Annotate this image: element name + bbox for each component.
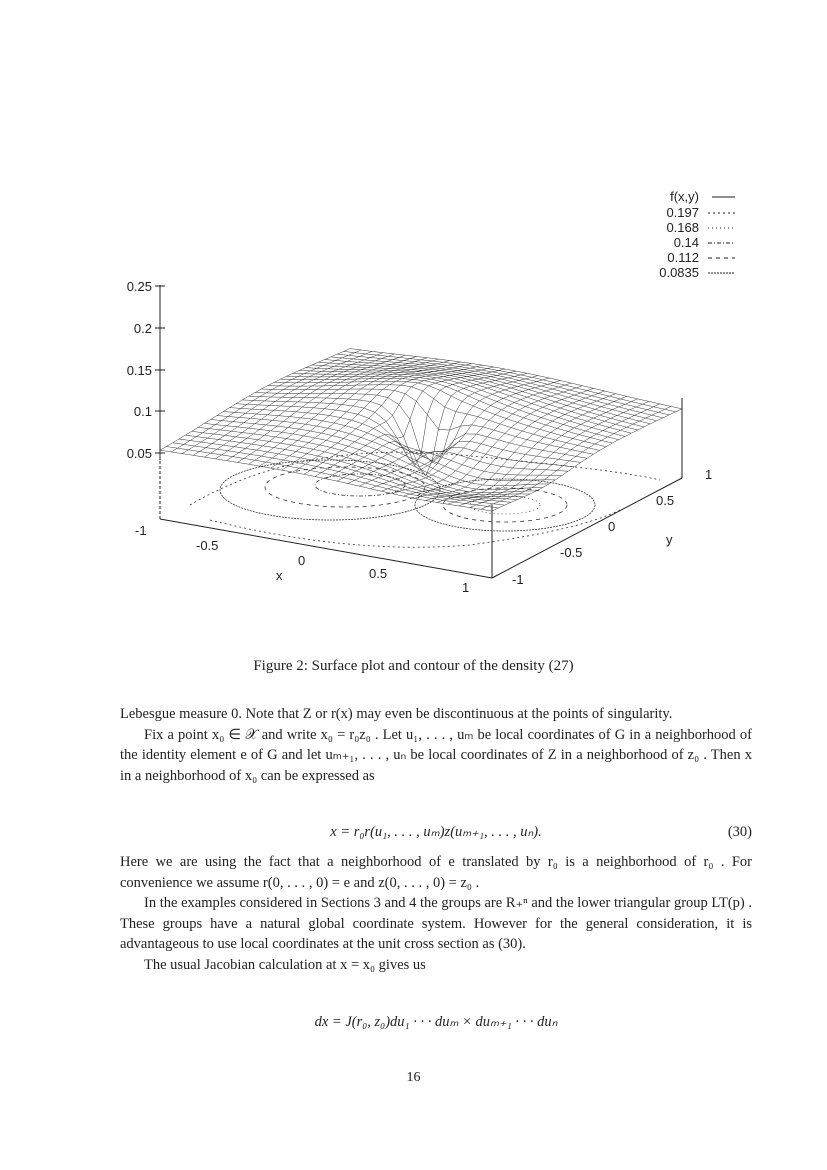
mesh-line-x-25 <box>437 396 627 502</box>
equation-30-number: (30) <box>727 824 752 840</box>
x-tick-neg05: -0.5 <box>196 538 219 553</box>
surface-mesh <box>160 349 682 512</box>
legend-entry-00835: 0.0835 <box>659 265 699 280</box>
mesh-line-y-28 <box>337 354 669 415</box>
x-axis <box>135 523 469 595</box>
mesh-line-y-4 <box>185 435 517 500</box>
legend-entry-0168: 0.168 <box>666 220 699 235</box>
equation-30-text: x = r₀r(u₁, . . . , uₘ)z(uₘ₊₁, . . . , uₙ). <box>330 824 542 840</box>
x-tick-05: 0.5 <box>369 566 388 581</box>
x-tick-1: 1 <box>462 580 470 595</box>
mesh-line-y-26 <box>325 360 657 421</box>
y-tick-neg05: -0.5 <box>560 545 583 560</box>
mesh-line-y-9 <box>217 416 549 486</box>
paragraph-5: The usual Jacobian calculation at x = x₀ gives us <box>144 956 426 973</box>
y-tick-1: 1 <box>705 467 713 482</box>
z-tick-025: 0.25 <box>126 279 152 294</box>
body-text-top <box>120 704 752 786</box>
mesh-line-x-16 <box>337 373 527 481</box>
figure-caption: Figure 2: Surface plot and contour of the density (27) <box>253 658 574 674</box>
paragraph-2: Fix a point x₀ ∈ 𝒳 and write x₀ = r₀z₀ . Let u₁, . . . , uₘ be local coordinates of G in a neighborhood of the identity element e of G and let uₘ₊₁, . . . , uₙ be local coordinates of Z in a neighborhood of z₀ . Then x in a neighborhood of x₀ can be expressed as <box>120 726 752 784</box>
equation-jacobian-text: dx = J(r₀, z₀)du₁ · · · duₘ × duₘ₊₁ · · · duₙ <box>314 1014 558 1030</box>
mesh-line-y-0 <box>160 450 492 511</box>
x-tick-neg1: -1 <box>135 523 147 538</box>
z-axis <box>127 279 165 461</box>
legend-entry-0197: 0.197 <box>666 205 699 220</box>
mesh-line-y-29 <box>344 351 676 411</box>
legend <box>659 189 735 280</box>
z-tick-02: 0.2 <box>133 321 152 336</box>
paragraph-4: In the examples considered in Sections 3 and 4 the groups are R₊ⁿ and the lower triangular group LT(p) . These groups have a natural global coordinate system. However for the general consideration, it is advantageous to use local coordinates at the unit cross section as (30). <box>120 895 752 952</box>
z-tick-005: 0.05 <box>126 446 152 461</box>
mesh-line-y-17 <box>268 385 600 451</box>
paragraph-3: Here we are using the fact that a neighborhood of e translated by r₀ is a neighborhood of r₀ . For convenience we assume r(0, . . . , 0) = e and z(0, . . . , 0) = z₀ . <box>120 854 752 891</box>
y-axis <box>512 467 712 587</box>
mesh-line-y-5 <box>192 431 524 497</box>
page-number: 16 <box>406 1070 421 1085</box>
z-tick-015: 0.15 <box>126 363 152 378</box>
body-text-bottom <box>120 852 752 975</box>
paragraph-1: Lebesgue measure 0. Note that Z or r(x) may even be discontinuous at the points of singularity. <box>120 706 673 722</box>
y-tick-05: 0.5 <box>656 493 675 508</box>
y-axis-label: y <box>666 532 673 547</box>
legend-entry-0112: 0.112 <box>667 250 699 265</box>
mesh-line-x-13 <box>304 367 494 474</box>
x-tick-0: 0 <box>298 553 306 568</box>
mesh-line-y-10 <box>223 412 555 481</box>
mesh-line-x-30 <box>492 409 682 511</box>
y-tick-0: 0 <box>608 519 616 534</box>
mesh-line-y-11 <box>230 408 562 476</box>
mesh-line-y-18 <box>274 381 606 446</box>
x-axis-label: x <box>276 568 283 583</box>
legend-entry-fxy: f(x,y) <box>670 189 699 204</box>
legend-entry-014: 0.14 <box>673 235 699 250</box>
mesh-line-x-19 <box>370 381 560 489</box>
z-tick-01: 0.1 <box>133 404 152 419</box>
mesh-line-x-27 <box>459 401 649 506</box>
y-tick-neg1: -1 <box>512 572 524 587</box>
